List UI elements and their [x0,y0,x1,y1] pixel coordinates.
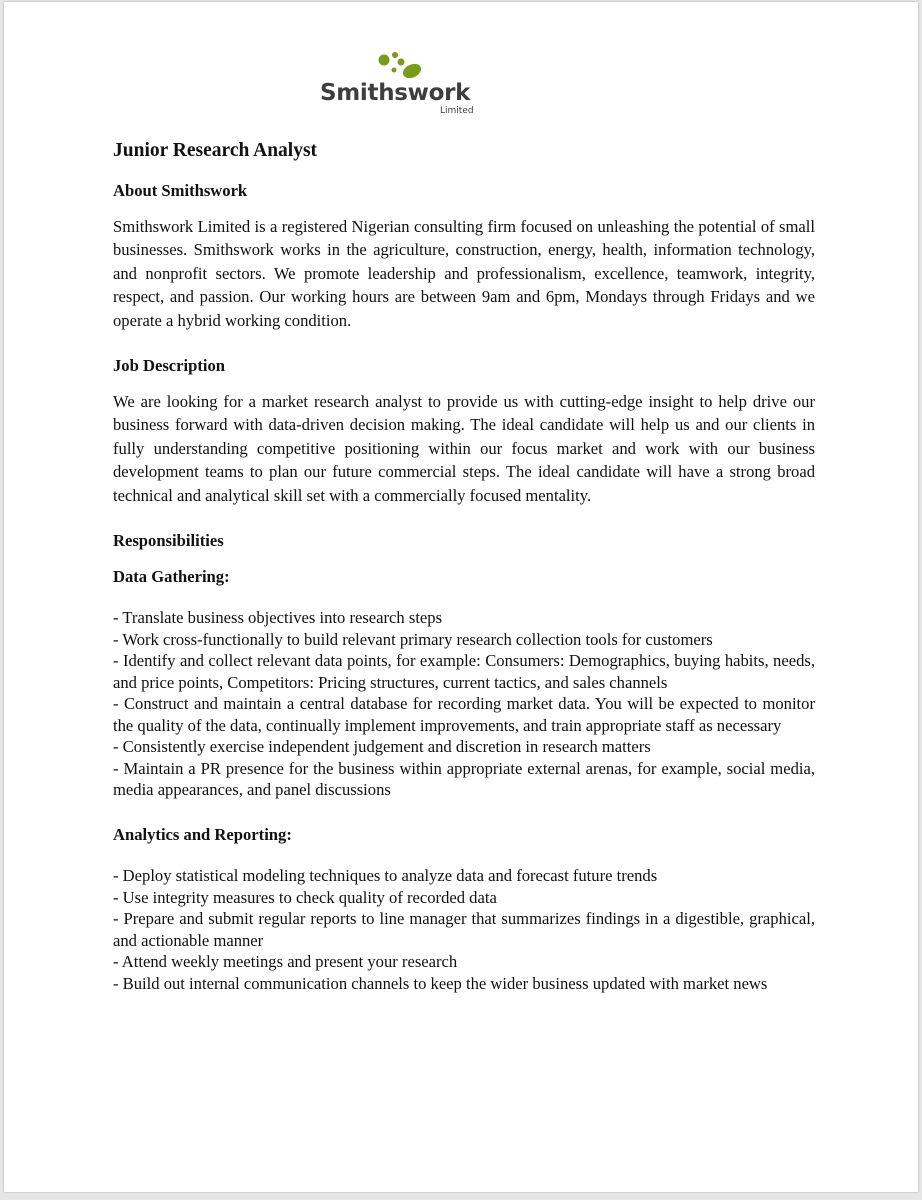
data-gathering-list [113,607,815,801]
analytics-list [113,865,815,994]
list-item: - Construct and maintain a central database for recording market data. You will be expected to monitor the quality of the data, continually implement improvements, and train appropriate staff as necessary [113,694,815,735]
document-body [113,139,815,994]
list-item: - Translate business objectives into research steps [113,608,443,627]
job-description-heading: Job Description [113,356,226,375]
list-item: - Prepare and submit regular reports to line manager that summarizes findings in a digestible, graphical, and actionable manner [113,909,815,950]
list-item: - Use integrity measures to check quality of recorded data [113,887,497,907]
logo-subtitle: Limited [440,106,474,116]
list-item: - Attend weekly meetings and present your research [113,952,458,971]
data-gathering-heading: Data Gathering: [113,566,230,586]
analytics-heading: Analytics and Reporting: [113,824,292,844]
list-item: - Work cross-functionally to build relevant primary research collection tools for customers [113,629,713,649]
page-title: Junior Research Analyst [113,140,318,161]
job-description-paragraph: We are looking for a market research analyst to provide us with cutting-edge insight to help drive our business forward with data-driven decision making. The ideal candidate will help us and our clients in fully understanding competitive positioning within our focus market and work with our business development teams to plan our future commercial steps. The ideal candidate will have a strong broad technical and analytical skill set with a commercially focused mentality. [113,391,815,505]
list-item: - Maintain a PR presence for the business within appropriate external arenas, for example, social media, media appearances, and panel discussions [113,758,815,799]
list-item: - Consistently exercise independent judgement and discretion in research matters [113,737,651,756]
list-item: - Deploy statistical modeling techniques to analyze data and forecast future trends [113,866,658,885]
about-paragraph: Smithswork Limited is a registered Nigerian consulting firm focused on unleashing the potential of small businesses. Smithswork works in the agriculture, construction, energy, health, information technology, and nonprofit sectors. We promote leadership and professionalism, excellence, teamwork, integrity, respect, and passion. Our working hours are between 9am and 6pm, Mondays through Fridays and we operate a hybrid working condition. [113,216,815,330]
responsibilities-heading: Responsibilities [113,531,224,550]
company-logo [318,48,488,120]
list-item: - Identify and collect relevant data points, for example: Consumers: Demographics, buying habits, needs, and price points, Competitors: Pricing structures, current tactics, and sales channels [113,651,815,692]
document-page [4,2,918,1192]
list-item: - Build out internal communication channels to keep the wider business updated with market news [113,973,768,993]
logo-name: Smithswork [320,80,471,106]
about-heading: About Smithswork [113,181,248,200]
